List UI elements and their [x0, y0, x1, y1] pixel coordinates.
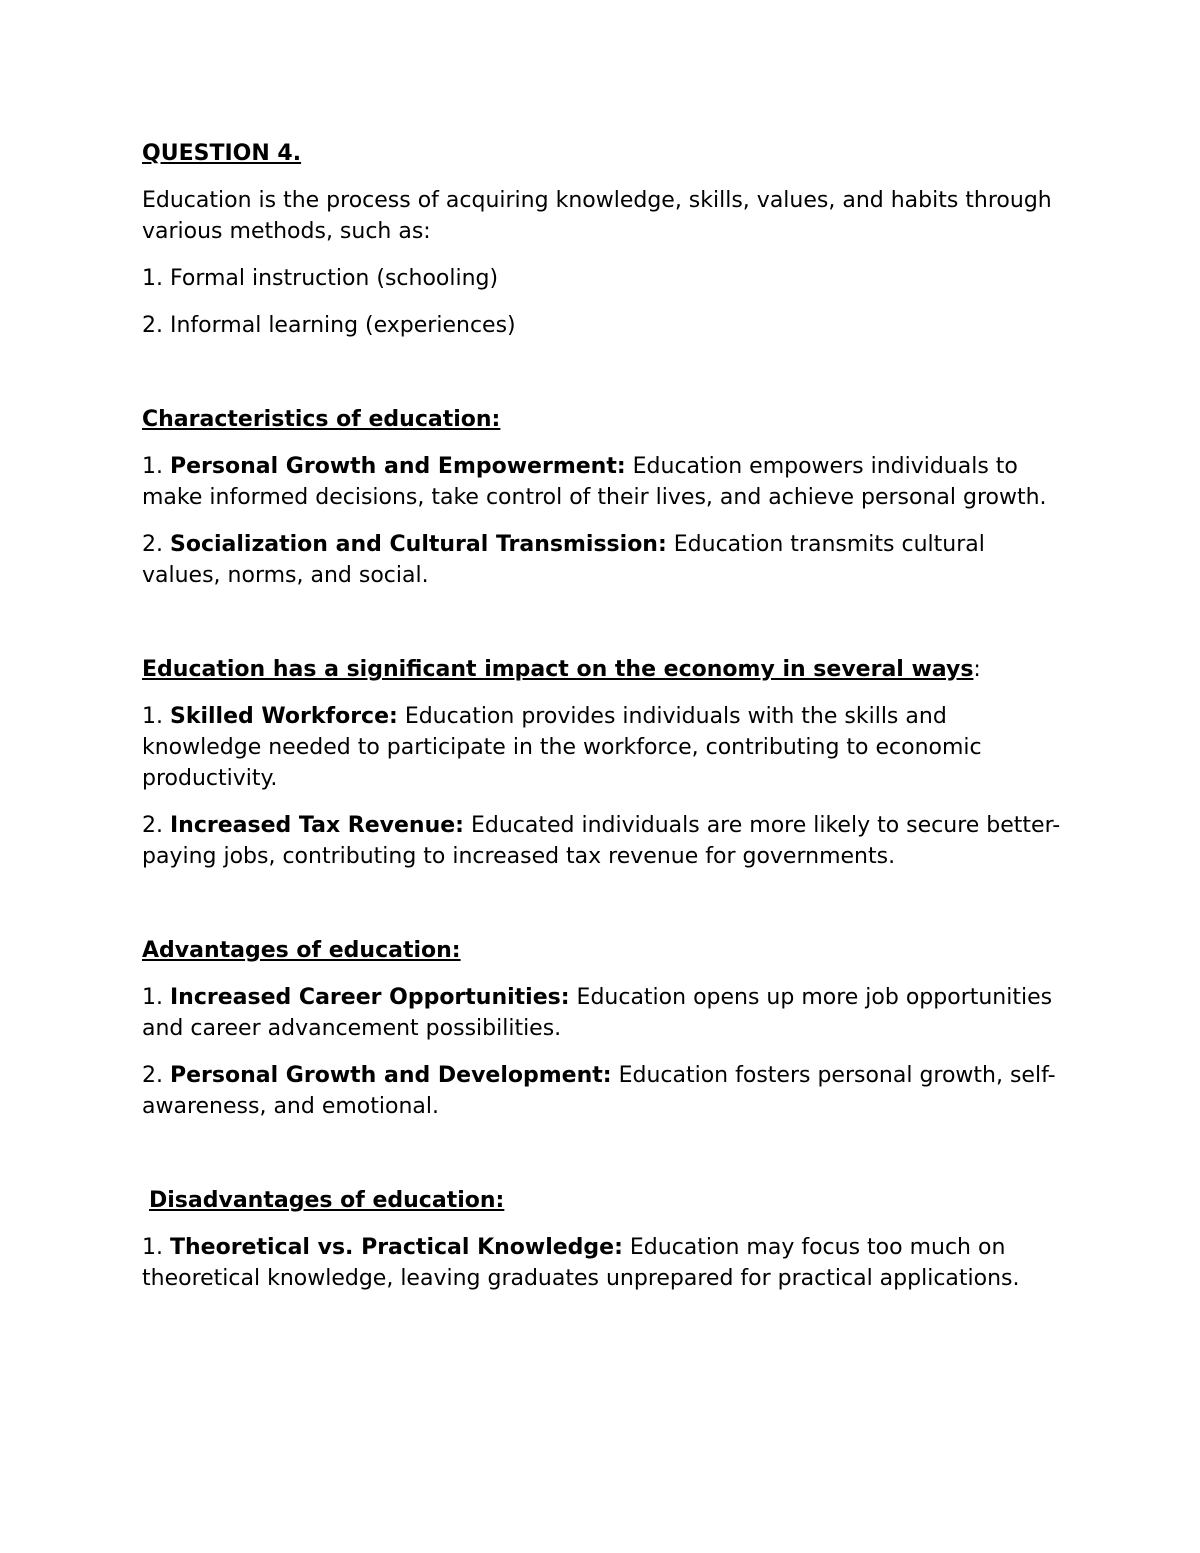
question-intro: Education is the process of acquiring knowledge, skills, values, and habits through various methods, such as: — [142, 188, 1052, 244]
disadvantages-heading-text: Disadvantages of education: — [149, 1188, 505, 1213]
item-text: Education empowers individuals to make informed decisions, take control of their lives, and achieve personal growth. — [142, 454, 1047, 510]
economy-item — [142, 810, 1062, 872]
item-text: Educated individuals are more likely to secure better-paying jobs, contributing to increased tax revenue for governments. — [142, 813, 1061, 869]
characteristic-item — [142, 451, 1062, 513]
method-number: 1. — [142, 266, 163, 291]
characteristics-heading — [142, 404, 1062, 435]
item-term: Personal Growth and Empowerment: — [170, 454, 626, 479]
item-term: Socialization and Cultural Transmission: — [170, 532, 667, 557]
item-number: 1. — [142, 1235, 163, 1260]
economy-heading-suffix: : — [973, 657, 981, 682]
disadvantages-heading — [142, 1185, 1062, 1216]
item-term: Personal Growth and Development: — [170, 1063, 612, 1088]
item-text: Education opens up more job opportunities and career advancement possibilities. — [142, 985, 1053, 1041]
method-item — [142, 263, 1062, 294]
item-number: 1. — [142, 985, 163, 1010]
item-term: Theoretical vs. Practical Knowledge: — [170, 1235, 623, 1260]
method-number: 2. — [142, 313, 163, 338]
characteristics-heading-text: Characteristics of education: — [142, 407, 501, 432]
document-page — [142, 138, 1062, 1294]
characteristic-item — [142, 529, 1062, 591]
method-text: Formal instruction (schooling) — [170, 266, 499, 291]
item-number: 2. — [142, 532, 163, 557]
question-title-text: QUESTION 4. — [142, 141, 302, 166]
item-text: Education provides individuals with the skills and knowledge needed to participate in the workforce, contributing to economic productivity. — [142, 704, 982, 791]
item-number: 1. — [142, 704, 163, 729]
item-number: 2. — [142, 813, 163, 838]
method-item — [142, 310, 1062, 341]
advantages-heading-text: Advantages of education: — [142, 938, 461, 963]
item-text: Education transmits cultural values, norms, and social. — [142, 532, 985, 588]
economy-heading — [142, 654, 1062, 685]
item-term: Skilled Workforce: — [170, 704, 398, 729]
disadvantage-item — [142, 1232, 1062, 1294]
economy-heading-text: Education has a significant impact on the economy in several ways — [142, 657, 974, 682]
item-term: Increased Career Opportunities: — [170, 985, 570, 1010]
item-text: Education may focus too much on theoretical knowledge, leaving graduates unprepared for practical applications. — [142, 1235, 1020, 1291]
item-number: 1. — [142, 454, 163, 479]
advantages-heading — [142, 935, 1062, 966]
item-term: Increased Tax Revenue: — [170, 813, 464, 838]
advantage-item — [142, 1060, 1062, 1122]
item-number: 2. — [142, 1063, 163, 1088]
question-title — [142, 138, 1062, 169]
economy-item — [142, 701, 1062, 794]
method-text: Informal learning (experiences) — [170, 313, 516, 338]
advantage-item — [142, 982, 1062, 1044]
item-text: Education fosters personal growth, self-awareness, and emotional. — [142, 1063, 1056, 1119]
